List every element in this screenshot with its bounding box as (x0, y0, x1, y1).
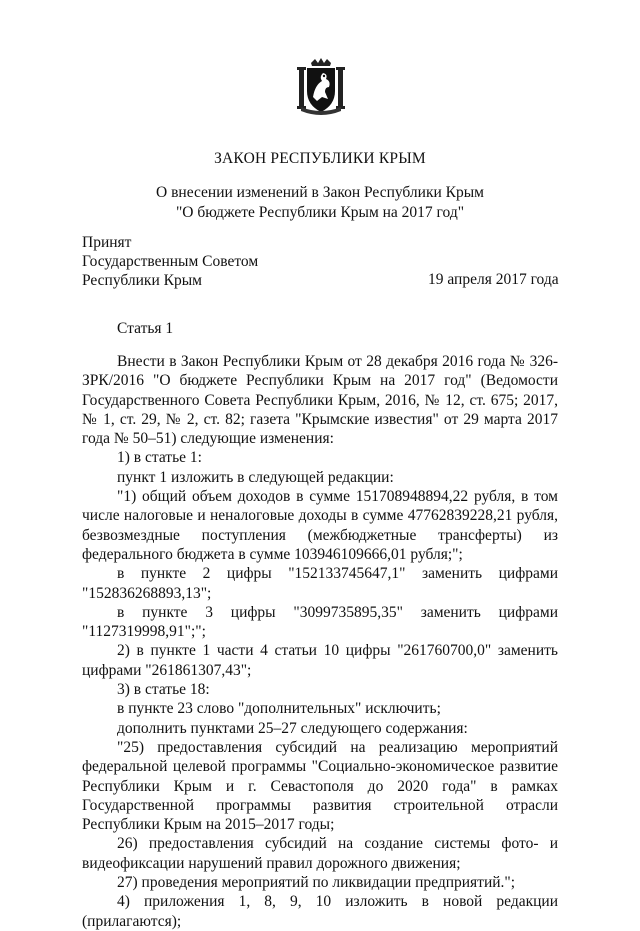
article-heading: Статья 1 (117, 320, 174, 337)
paragraph-intro: Внести в Закон Республики Крым от 28 декабря 2016 года № 326-ЗРК/2016 "О бюджете Республики Крым на 2017 год" (Ведомости Государственного Совета Республики Крым, 2016, № 12, ст. 675; 2017, № 1, ст. 29, № 2, ст. 82; газета "Крымские известия" от 29 марта 2017 года № 50–51) следующие изменения: (82, 353, 558, 448)
paragraph-item-4: 4) приложения 1, 8, 9, 10 изложить в новой редакции (прилагаются); (82, 893, 558, 930)
paragraph-add-points: дополнить пунктами 25–27 следующего содержания: (117, 719, 468, 737)
paragraph-point-3: в пункте 3 цифры "3099735895,35" заменить цифрами "1127319998,91";"; (82, 603, 558, 641)
paragraph-point-25: "25) предоставления субсидий на реализацию мероприятий федеральной целевой программы "Социально-экономическое развитие Республики Крым и г. Севастополя до 2020 года" в рамках Государственной программы развития строительной отрасли Республики Крым на 2015–2017 годы; (82, 738, 558, 834)
document-subtitle-line1: О внесении изменений в Закон Республики Крым (156, 184, 484, 201)
paragraph-point-2: в пункте 2 цифры "152133745647,1" заменить цифрами "152836268893,13"; (82, 565, 558, 602)
paragraph-revenue: "1) общий объем доходов в сумме 151708948894,22 рубля, в том числе налоговые и неналоговые доходы в сумме 47762839228,21 рубля, безвозмездные поступления (межбюджетные трансферты) из федерального бюджета в сумме 103946109666,01 рубля;"; (82, 488, 558, 563)
paragraph-point-27: 27) проведения мероприятий по ликвидации предприятий."; (117, 874, 516, 892)
adoption-date: 19 апреля 2017 года (428, 271, 559, 288)
document-title: ЗАКОН РЕСПУБЛИКИ КРЫМ (214, 150, 426, 167)
adopted-by-council: Государственным Советом (82, 253, 259, 270)
paragraph-point-23: в пункте 23 слово "дополнительных" исключить; (117, 700, 441, 718)
paragraph-item-1: 1) в статье 1: (117, 449, 202, 467)
article-body (82, 352, 558, 931)
adopted-label: Принят (82, 234, 132, 251)
adopted-by-republic: Республики Крым (82, 272, 202, 289)
paragraph-item-3: 3) в статье 18: (117, 681, 210, 699)
paragraph-item-2: 2) в пункте 1 части 4 статьи 10 цифры "261760700,0" заменить цифрами "261861307,43"; (82, 642, 558, 679)
paragraph-point-1-heading: пункт 1 изложить в следующей редакции: (117, 468, 394, 486)
document-subtitle-line2: "О бюджете Республики Крым на 2017 год" (175, 204, 465, 221)
paragraph-point-26: 26) предоставления субсидий на создание системы фото- и видеофиксации нарушений правил дорожного движения; (82, 835, 558, 872)
coat-of-arms-emblem-icon (295, 57, 347, 115)
